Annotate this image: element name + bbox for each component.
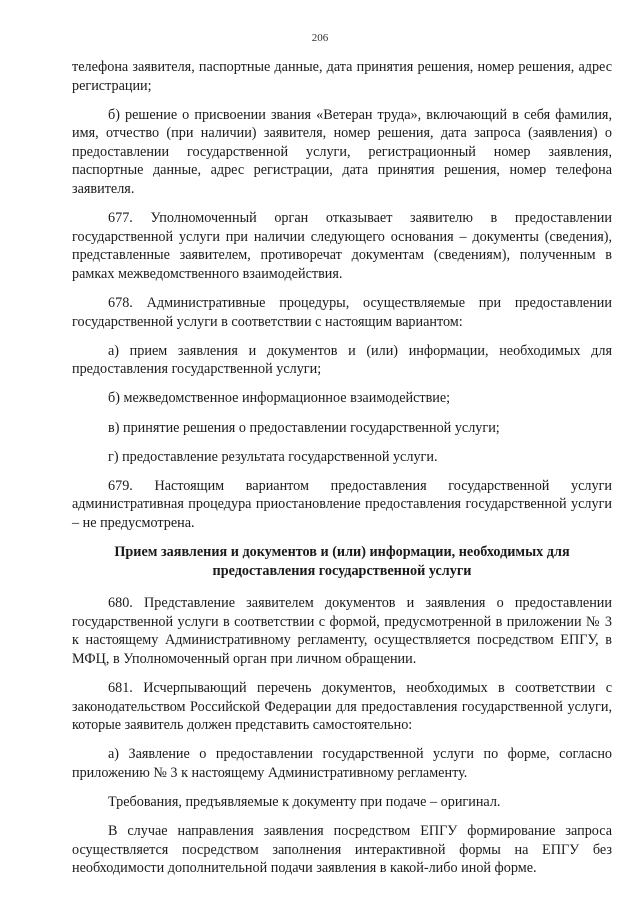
paragraph-679: 679. Настоящим вариантом предоставления государственной услуги административная процедура приостановление предоставления государственной услуги – не предусмотрена. (72, 477, 612, 531)
list-item-a-application: а) Заявление о предоставлении государственной услуги по форме, согласно приложению № 3 к настоящему Административному регламенту. (72, 746, 612, 781)
list-item-v: в) принятие решения о предоставлении государственной услуги; (108, 419, 500, 436)
paragraph-continuation: телефона заявителя, паспортные данные, дата принятия решения, номер решения, адрес регистрации; (72, 59, 612, 94)
paragraph-requirements: Требования, предъявляемые к документу при подаче – оригинал. (108, 794, 501, 810)
paragraph-678: 678. Административные процедуры, осуществляемые при предоставлении государственной услуги в соответствии с настоящим вариантом: (72, 295, 612, 330)
list-item-a: а) прием заявления и документов и (или) информации, необходимых для предоставления государственной услуги; (72, 342, 612, 378)
page-number: 206 (311, 32, 329, 44)
paragraph-epgu: В случае направления заявления посредством ЕПГУ формирование запроса осуществляется посредством заполнения интерактивной формы на ЕПГУ без необходимости дополнительной подачи заявления в какой-либо иной форме. (72, 823, 612, 877)
paragraph-680: 680. Представление заявителем документов и заявления о предоставлении государственной услуги в соответствии с формой, предусмотренной в приложении № 3 к настоящему Административному регламенту, осуществляется посредством ЕПГУ, в МФЦ, в Уполномоченный орган при личном обращении. (72, 595, 612, 667)
list-item-b: б) межведомственное информационное взаимодействие; (108, 390, 451, 407)
list-item-g: г) предоставление результата государственной услуги. (108, 448, 438, 465)
section-heading: Прием заявления и документов и (или) информации, необходимых для предоставления государственной услуги (114, 543, 570, 579)
paragraph-681: 681. Исчерпывающий перечень документов, необходимых в соответствии с законодательством Российской Федерации для предоставления государственной услуги, которые заявитель должен представить самостоятельно: (72, 680, 612, 734)
paragraph-b-decision: б) решение о присвоении звания «Ветеран труда», включающий в себя фамилия, имя, отчество (при наличии) заявителя, номер решения, дата запроса (заявления) о предоставлении государственной услуги, регистрационный номер заявления, паспортные данные, адрес регистрации, дата принятия решения, номер телефона заявителя. (72, 106, 612, 198)
paragraph-677: 677. Уполномоченный орган отказывает заявителю в предоставлении государственной услуги при наличии следующего основания – документы (сведения), представленные заявителем, противоречат документам (сведениям), полученным в рамках межведомственного взаимодействия. (72, 210, 612, 282)
document-body (72, 58, 612, 888)
